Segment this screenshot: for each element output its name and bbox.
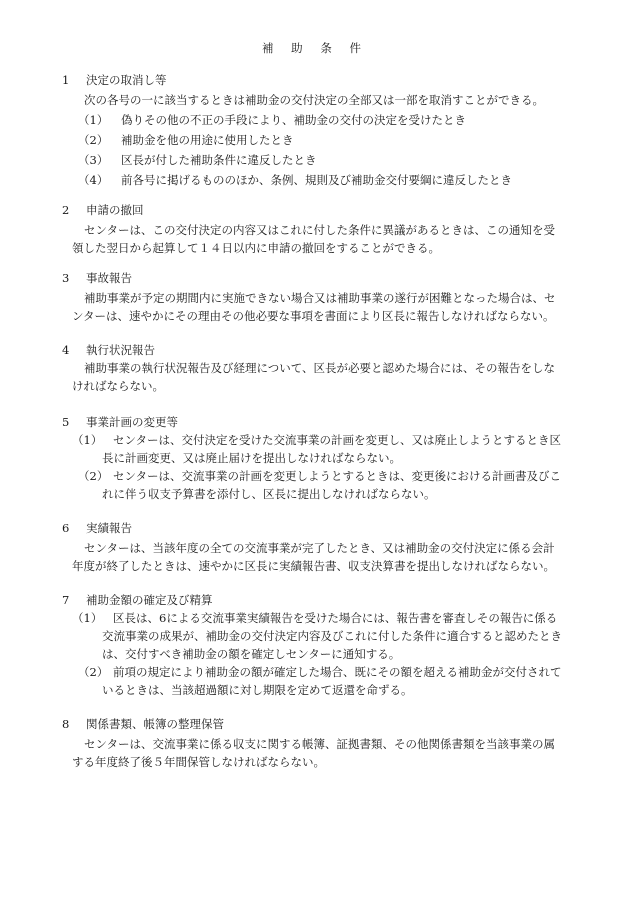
section-1-body-line: 次の各号の一に該当するときは補助金の交付決定の全部又は一部を取消すことができる。 xyxy=(84,93,544,107)
section-6-body-line: センターは、当該年度の全ての交流事業が完了したとき、又は補助金の交付決定に係る会計 xyxy=(84,541,555,555)
document-title: 補 助 条 件 xyxy=(262,41,368,55)
section-1-item-text: 偽りその他の不正の手段により、補助金の交付の決定を受けたとき xyxy=(121,113,466,127)
section-7-item-label: （1） xyxy=(72,611,103,625)
section-number: 4 xyxy=(62,343,70,357)
section-title: 事故報告 xyxy=(86,271,132,285)
section-title: 申請の撤回 xyxy=(86,203,144,217)
section-5-item-label: （1） xyxy=(72,433,103,447)
section-2-body-line: センターは、この交付決定の内容又はこれに付した条件に異議があるときは、この通知を受 xyxy=(84,223,556,237)
section-6-body-line: 年度が終了したときは、速やかに区長に実績報告書、収支決算書を提出しなければならない。 xyxy=(72,559,555,573)
section-number: 2 xyxy=(62,203,70,217)
section-number: 6 xyxy=(62,521,70,535)
section-7-item-text: は、交付すべき補助金の額を確定しセンターに通知する。 xyxy=(102,647,401,661)
section-5-item-text: 長に計画変更、又は廃止届けを提出しなければならない。 xyxy=(102,451,401,465)
section-8-body-line: する年度終了後５年間保管しなければならない。 xyxy=(72,755,325,769)
section-title: 事業計画の変更等 xyxy=(86,415,178,429)
section-7-item-text: 前項の規定により補助金の額が確定した場合、既にその額を超える補助金が交付されて xyxy=(113,665,562,679)
section-7-item-label: （2） xyxy=(78,665,109,679)
section-number: 7 xyxy=(62,593,70,607)
section-title: 関係書類、帳簿の整理保管 xyxy=(86,717,224,731)
section-4-body-line: 補助事業の執行状況報告及び経理について、区長が必要と認めた場合には、その報告をしな xyxy=(84,361,556,375)
section-2-body-line: 領した翌日から起算して１４日以内に申請の撤回をすることができる。 xyxy=(72,241,440,255)
section-3-body-line: 補助事業が予定の期間内に実施できない場合又は補助事業の遂行が困難となった場合は、セ xyxy=(84,291,556,305)
section-title: 執行状況報告 xyxy=(86,343,155,357)
section-number: 3 xyxy=(62,271,70,285)
section-3-body-line: ンターは、速やかにその理由その他必要な事項を書面により区長に報告しなければならない。 xyxy=(72,309,555,323)
section-7-item-text: 区長は、6による交流事業実績報告を受けた場合には、報告書を審査しその報告に係る xyxy=(113,611,558,625)
section-5-item-text: センターは、交付決定を受けた交流事業の計画を変更し、又は廃止しようとするとき区 xyxy=(113,433,562,447)
section-4-body-line: ければならない。 xyxy=(72,379,164,393)
section-7-item-text: いるときは、当該超過額に対し期限を定めて返還を命ずる。 xyxy=(102,683,413,697)
section-1-item-label: （1） xyxy=(78,113,109,127)
section-title: 実績報告 xyxy=(86,521,132,535)
section-title: 決定の取消し等 xyxy=(86,73,167,87)
section-number: 8 xyxy=(62,717,70,731)
section-8-body-line: センターは、交流事業に係る収支に関する帳簿、証拠書類、その他関係書類を当該事業の属 xyxy=(84,737,556,751)
section-number: 5 xyxy=(62,415,70,429)
section-5-item-label: （2） xyxy=(78,469,109,483)
section-1-item-text: 区長が付した補助条件に違反したとき xyxy=(121,153,317,167)
section-1-item-text: 前各号に掲げるもののほか、条例、規則及び補助金交付要綱に違反したとき xyxy=(121,173,512,187)
section-1-item-text: 補助金を他の用途に使用したとき xyxy=(121,133,294,147)
section-1-item-label: （2） xyxy=(78,133,109,147)
section-5-item-text: れに伴う収支予算書を添付し、区長に提出しなければならない。 xyxy=(102,487,436,501)
section-number: 1 xyxy=(62,73,70,87)
section-1-item-label: （3） xyxy=(78,153,109,167)
section-5-item-text: センターは、交流事業の計画を変更しようとするときは、変更後における計画書及びこ xyxy=(113,469,562,483)
section-title: 補助金額の確定及び精算 xyxy=(86,593,213,607)
section-1-item-label: （4） xyxy=(78,173,109,187)
section-7-item-text: 交流事業の成果が、補助金の交付決定内容及びこれに付した条件に適合すると認めたとき xyxy=(102,629,562,643)
